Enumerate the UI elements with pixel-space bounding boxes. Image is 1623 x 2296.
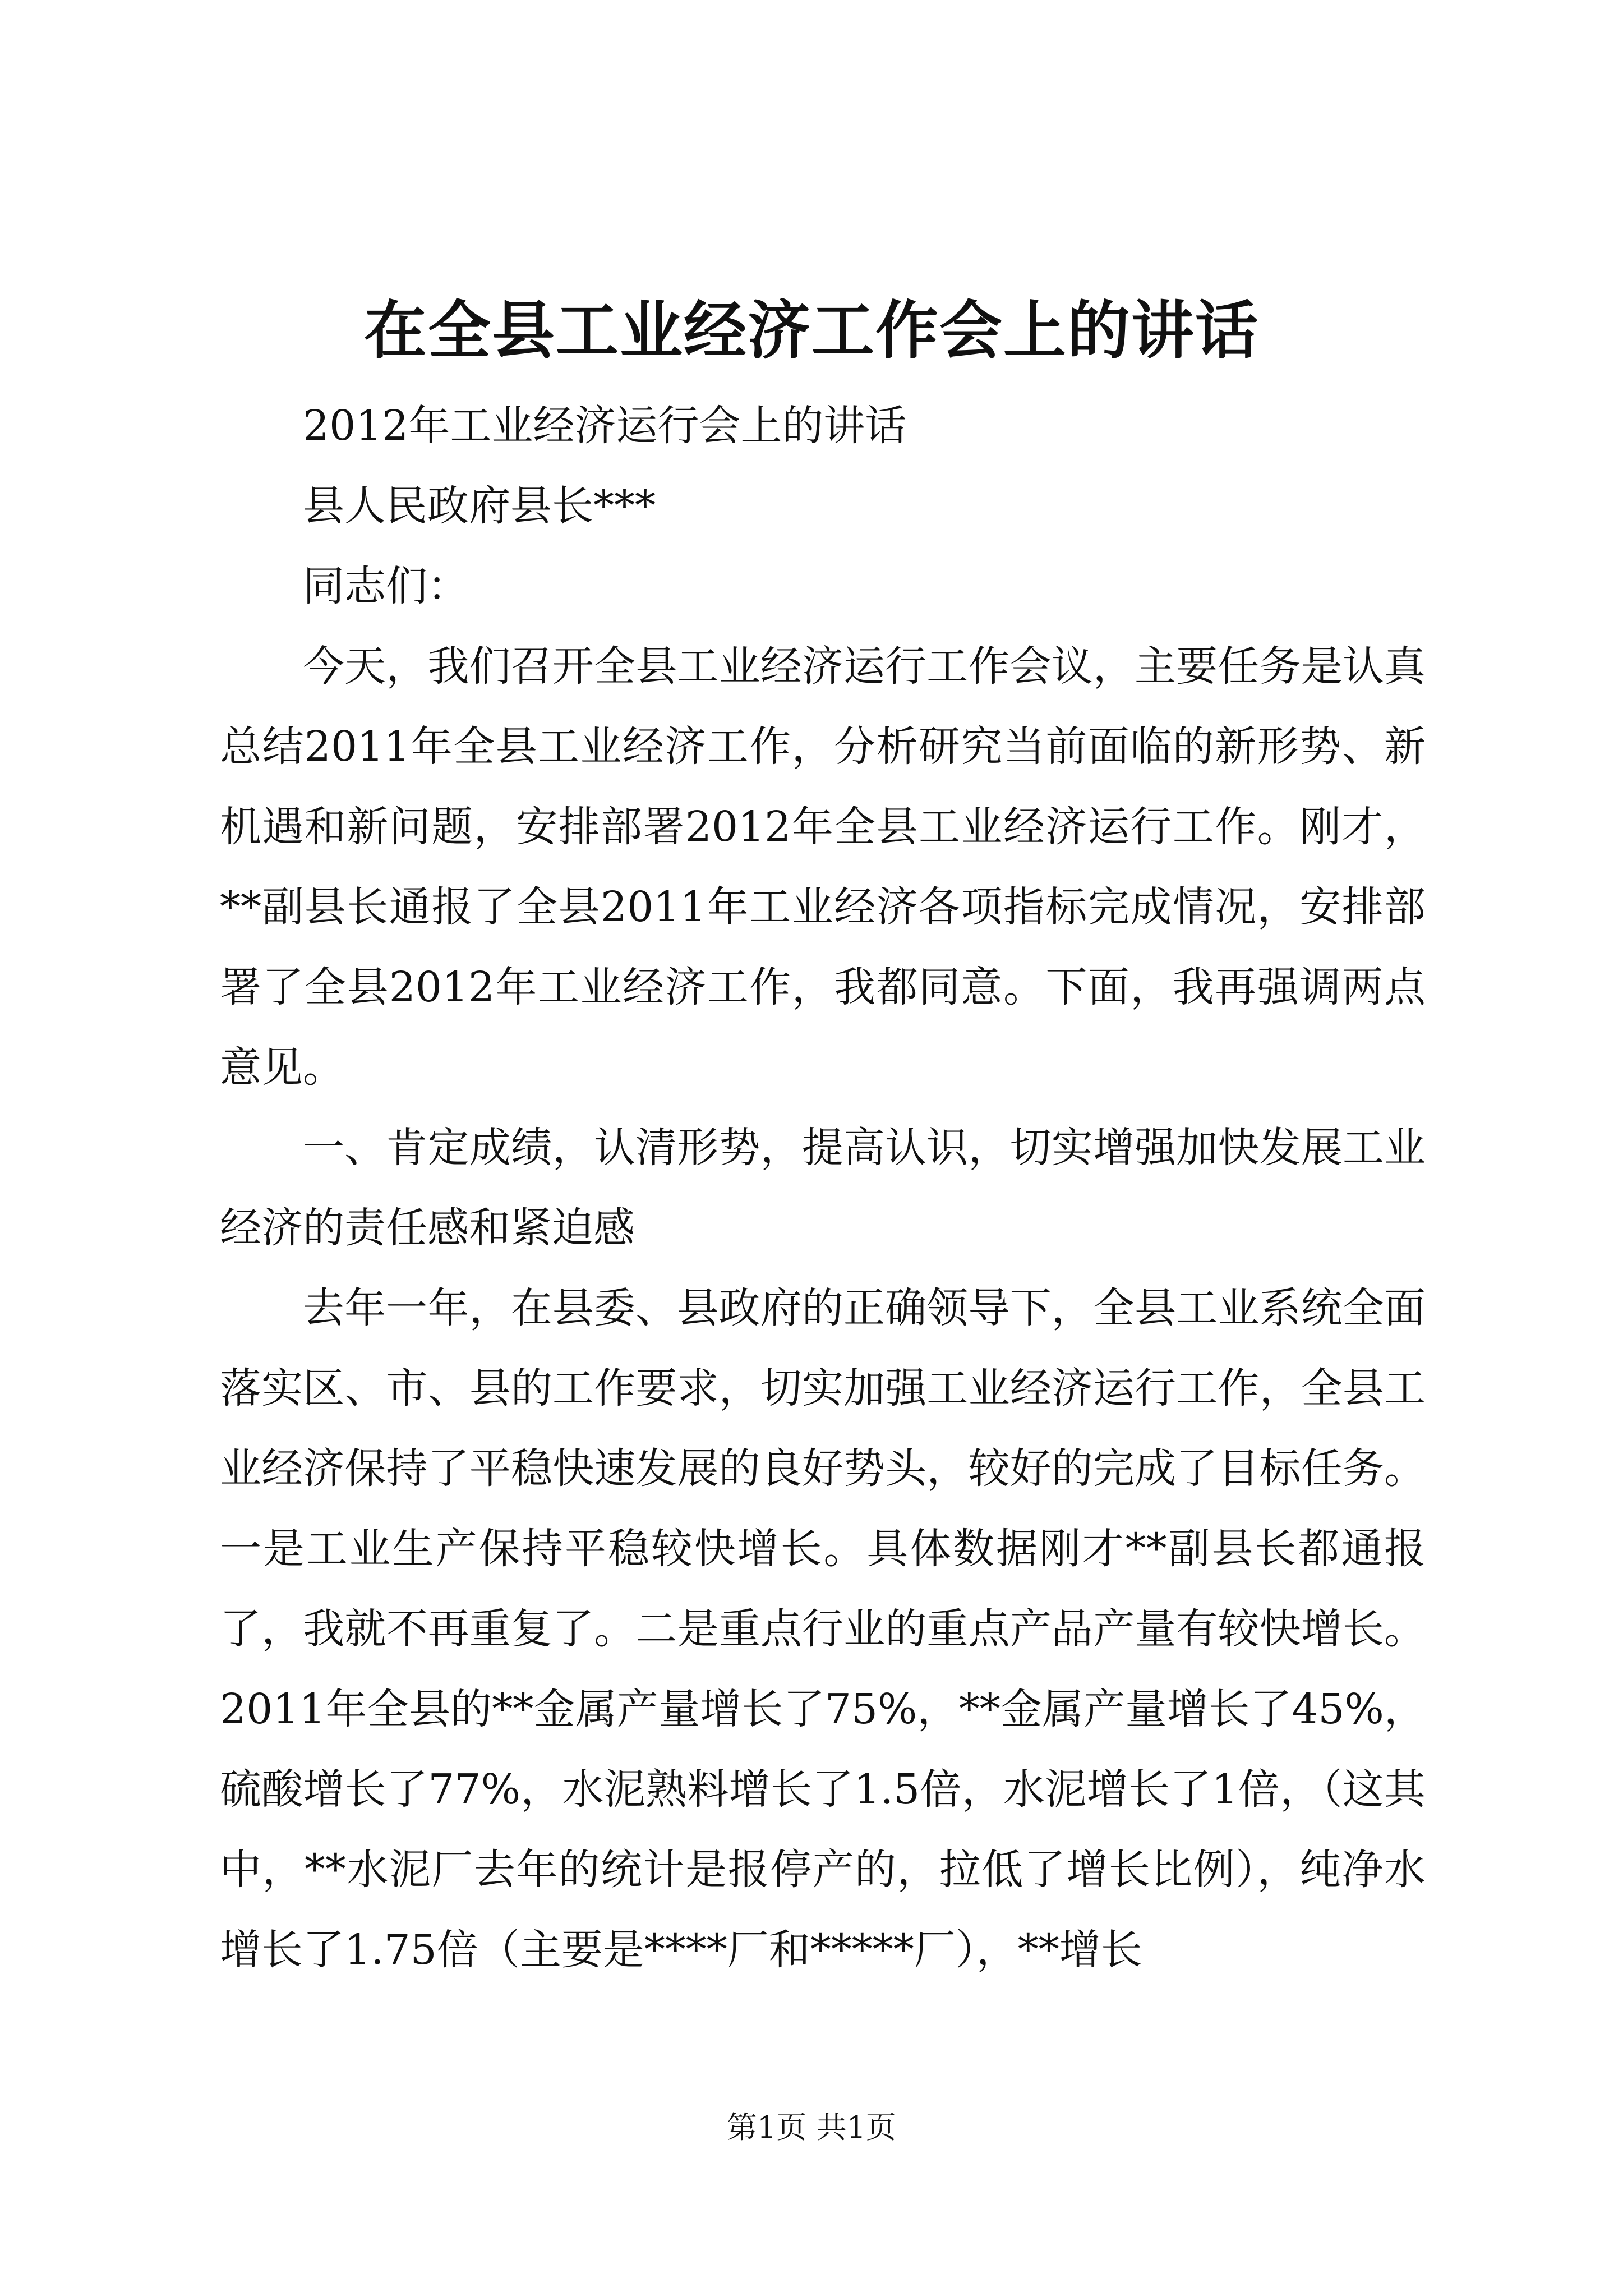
speaker-line: 县人民政府县长*** xyxy=(303,482,656,530)
body-paragraph: 去年一年，在县委、县政府的正确领导下，全县工业系统全面落实区、市、县的工作要求，切实加强工业经济运行工作，全县工业经济保持了平稳快速发展的良好势头，较好的完成了目标任务。一是工业生产保持平稳较快增长。具体数据刚才**副县长都通报了，我就不再重复了。二是重点行业的重点产品产量有较快增长。2011年全县的**金属产量增长了75%，**金属产量增长了45%，硫酸增长了77%，水泥熟料增长了1.5倍，水泥增长了1倍，（这其中，**水泥厂去年的统计是报停产的，拉低了增长比例），纯净水增长了1.75倍（主要是****厂和*****厂），**增长 xyxy=(220,1284,1426,1974)
body-paragraph: 今天，我们召开全县工业经济运行工作会议，主要任务是认真总结2011年全县工业经济工作，分析研究当前面临的新形势、新机遇和新问题，安排部署2012年全县工业经济运行工作。刚才，**副县长通报了全县2011年工业经济各项指标完成情况，安排部署了全县2012年工业经济工作，我都同意。下面，我再强调两点意见。 xyxy=(220,642,1426,1092)
document-body xyxy=(220,386,1426,1990)
document-title: 在全县工业经济工作会上的讲话 xyxy=(364,294,1259,367)
salutation: 同志们： xyxy=(303,562,469,610)
speech-subtitle: 2012年工业经济运行会上的讲话 xyxy=(303,402,907,450)
section-heading: 一、肯定成绩，认清形势，提高认识，切实增强加快发展工业经济的责任感和紧迫感 xyxy=(220,1124,1426,1252)
page-footer: 第1页 共1页 xyxy=(727,2110,896,2145)
